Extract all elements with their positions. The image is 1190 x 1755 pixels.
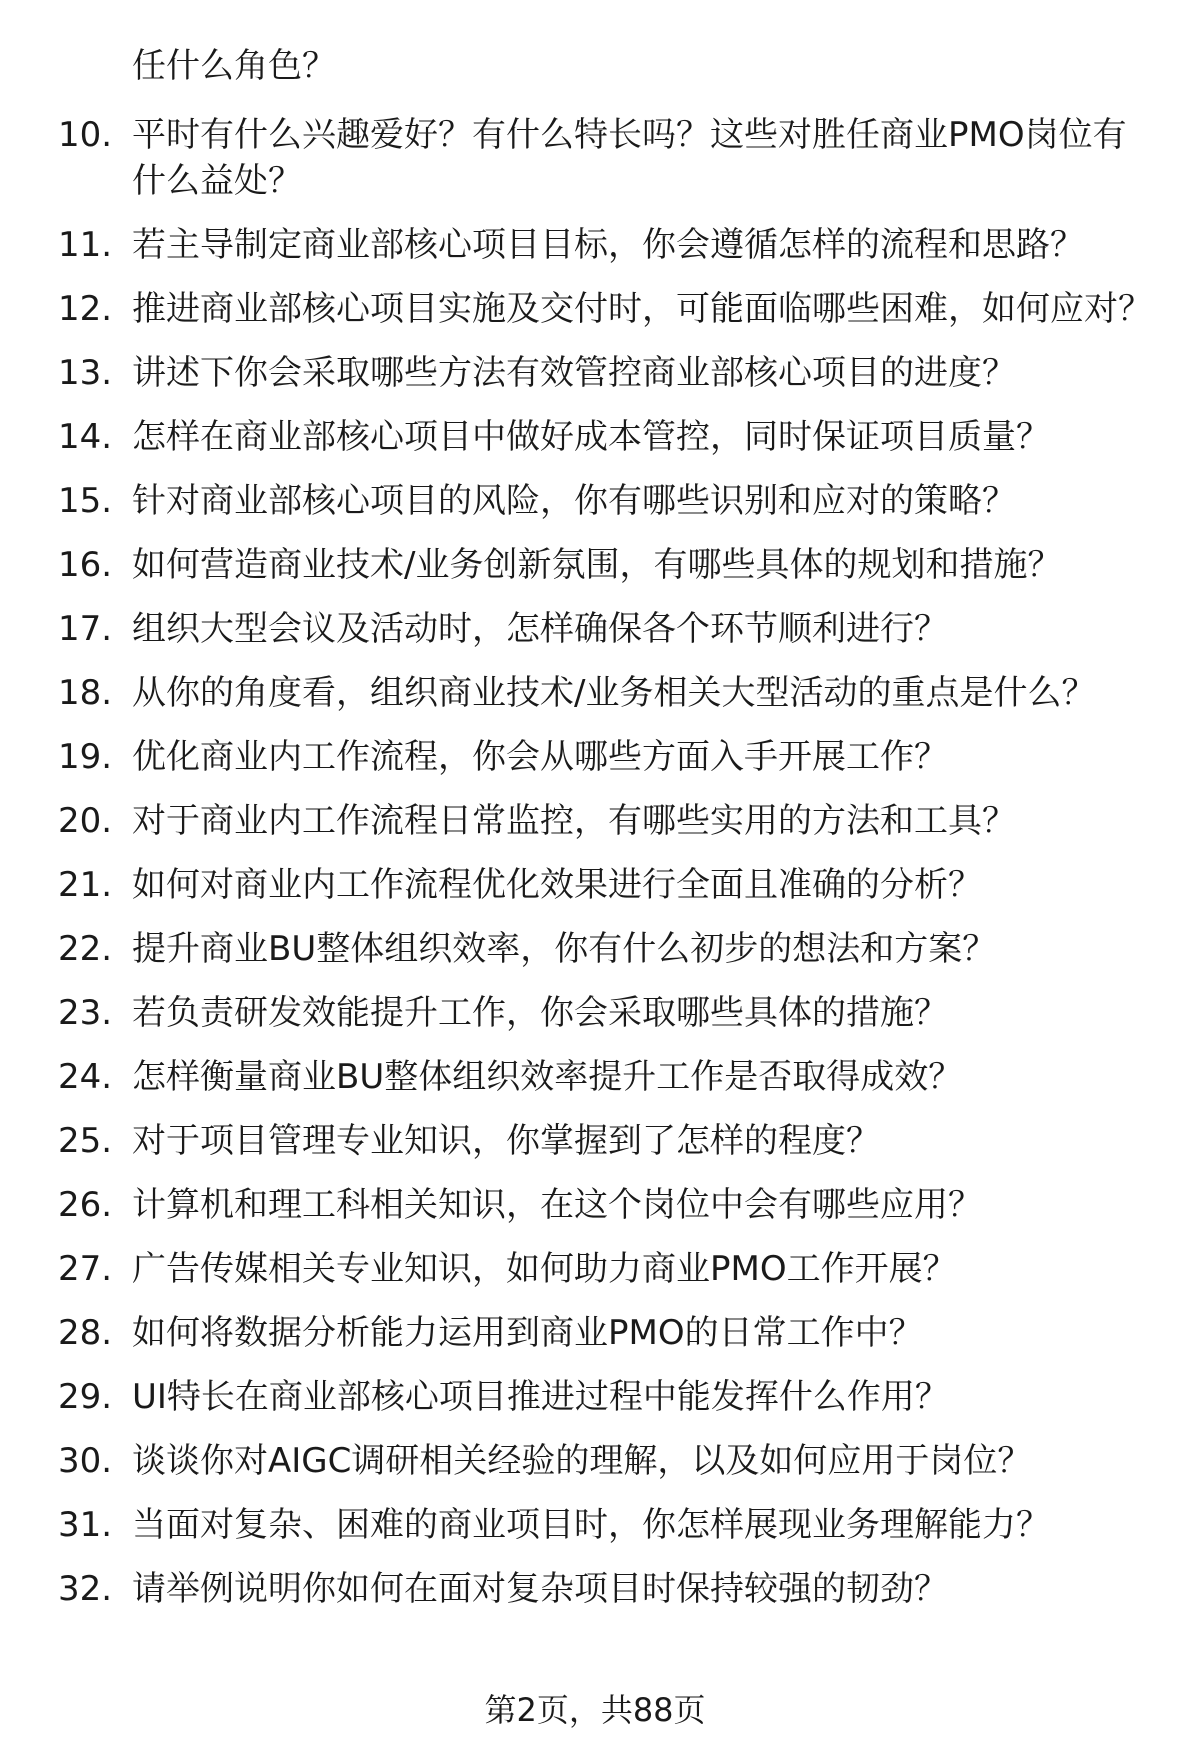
- question-number: 13.: [58, 353, 113, 393]
- question-number: 12.: [58, 289, 113, 329]
- question-text: 怎样衡量商业BU整体组织效率提升工作是否取得成效？: [132, 1057, 963, 1097]
- question-item: [0, 734, 1190, 780]
- question-text: 平时有什么兴趣爱好？有什么特长吗？这些对胜任商业PMO岗位有什么益处？: [132, 115, 1127, 201]
- question-number: 24.: [58, 1057, 113, 1097]
- question-text: 若主导制定商业部核心项目目标，你会遵循怎样的流程和思路？: [132, 225, 1084, 265]
- question-number: 20.: [58, 801, 113, 841]
- question-list: [0, 112, 1190, 1630]
- question-text: 怎样在商业部核心项目中做好成本管控，同时保证项目质量？: [132, 417, 1050, 457]
- question-item: [0, 542, 1190, 588]
- question-number: 15.: [58, 481, 113, 521]
- question-text: 对于商业内工作流程日常监控，有哪些实用的方法和工具？: [132, 801, 1016, 841]
- question-text: 如何对商业内工作流程优化效果进行全面且准确的分析？: [132, 865, 982, 905]
- question-item: [0, 286, 1190, 332]
- question-number: 10.: [58, 115, 113, 155]
- question-text: 组织大型会议及活动时，怎样确保各个环节顺利进行？: [132, 609, 948, 649]
- question-text: 计算机和理工科相关知识，在这个岗位中会有哪些应用？: [132, 1185, 982, 1225]
- question-text: 当面对复杂、困难的商业项目时，你怎样展现业务理解能力？: [132, 1505, 1050, 1545]
- question-number: 22.: [58, 929, 113, 969]
- question-item: [0, 350, 1190, 396]
- question-item: [0, 862, 1190, 908]
- page-indicator: 第2页，共88页: [484, 1691, 706, 1729]
- question-text: 广告传媒相关专业知识，如何助力商业PMO工作开展？: [132, 1249, 957, 1289]
- question-item: [0, 1182, 1190, 1228]
- question-item: [0, 798, 1190, 844]
- question-number: 26.: [58, 1185, 113, 1225]
- question-text: 提升商业BU整体组织效率，你有什么初步的想法和方案？: [132, 929, 997, 969]
- question-number: 32.: [58, 1569, 113, 1609]
- question-item: [0, 606, 1190, 652]
- question-number: 11.: [58, 225, 113, 265]
- question-number: 25.: [58, 1121, 113, 1161]
- question-item: [0, 222, 1190, 268]
- question-item: [0, 1054, 1190, 1100]
- question-number: 19.: [58, 737, 113, 777]
- question-item: [0, 670, 1190, 716]
- question-number: 18.: [58, 673, 113, 713]
- question-number: 14.: [58, 417, 113, 457]
- question-item: [0, 478, 1190, 524]
- question-text: 优化商业内工作流程，你会从哪些方面入手开展工作？: [132, 737, 948, 777]
- continued-question-text: 任什么角色？: [132, 46, 336, 86]
- question-text: 对于项目管理专业知识，你掌握到了怎样的程度？: [132, 1121, 880, 1161]
- question-text: 从你的角度看，组织商业技术/业务相关大型活动的重点是什么？: [132, 673, 1096, 713]
- question-number: 31.: [58, 1505, 113, 1545]
- question-item: [0, 112, 1190, 204]
- question-number: 16.: [58, 545, 113, 585]
- question-text: 谈谈你对AIGC调研相关经验的理解，以及如何应用于岗位？: [132, 1441, 1032, 1481]
- question-number: 30.: [58, 1441, 113, 1481]
- question-number: 21.: [58, 865, 113, 905]
- question-text: UI特长在商业部核心项目推进过程中能发挥什么作用？: [132, 1377, 949, 1417]
- question-text: 如何营造商业技术/业务创新氛围，有哪些具体的规划和措施？: [132, 545, 1062, 585]
- question-text: 讲述下你会采取哪些方法有效管控商业部核心项目的进度？: [132, 353, 1016, 393]
- question-item: [0, 1118, 1190, 1164]
- question-item: [0, 1246, 1190, 1292]
- question-item: [0, 1310, 1190, 1356]
- question-text: 请举例说明你如何在面对复杂项目时保持较强的韧劲？: [132, 1569, 948, 1609]
- question-text: 针对商业部核心项目的风险，你有哪些识别和应对的策略？: [132, 481, 1016, 521]
- question-item: [0, 1374, 1190, 1420]
- question-text: 推进商业部核心项目实施及交付时，可能面临哪些困难，如何应对？: [132, 289, 1152, 329]
- question-item: [0, 1566, 1190, 1612]
- question-item: [0, 414, 1190, 460]
- question-item: [0, 926, 1190, 972]
- question-number: 28.: [58, 1313, 113, 1353]
- question-number: 27.: [58, 1249, 113, 1289]
- question-item: [0, 990, 1190, 1036]
- question-text: 如何将数据分析能力运用到商业PMO的日常工作中？: [132, 1313, 923, 1353]
- question-item: [0, 1502, 1190, 1548]
- question-number: 23.: [58, 993, 113, 1033]
- question-text: 若负责研发效能提升工作，你会采取哪些具体的措施？: [132, 993, 948, 1033]
- question-number: 17.: [58, 609, 113, 649]
- question-item: [0, 1438, 1190, 1484]
- question-number: 29.: [58, 1377, 113, 1417]
